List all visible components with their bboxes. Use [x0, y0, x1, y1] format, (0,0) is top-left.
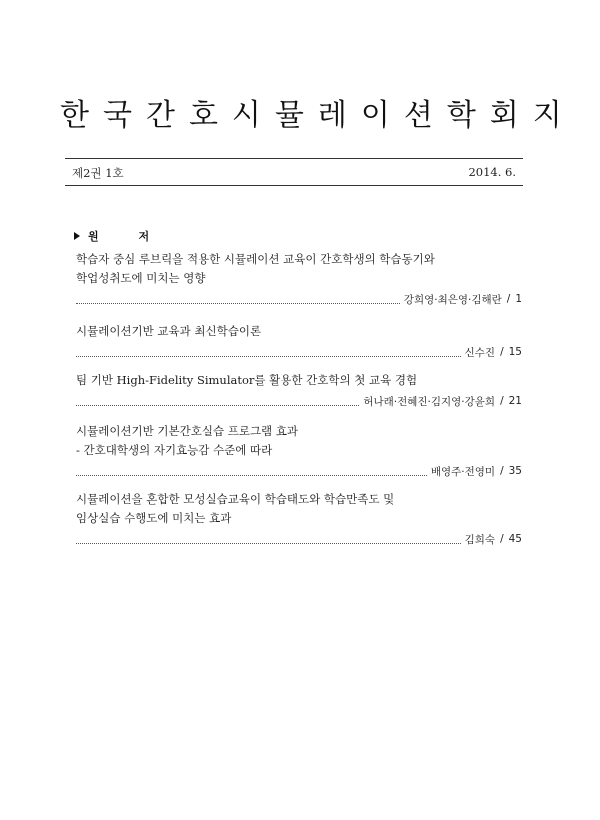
triangle-right-icon [74, 232, 80, 240]
article-page: 15 [508, 346, 522, 358]
toc-entry[interactable] [76, 250, 522, 307]
volume-issue: 제2권 1호 [72, 166, 124, 180]
issue-date: 2014. 6. [468, 165, 516, 179]
separator: / [500, 346, 504, 358]
article-page: 1 [515, 293, 522, 305]
article-page: 45 [508, 533, 522, 545]
dot-leader [76, 348, 461, 357]
article-authors: 신수진 [464, 346, 496, 359]
article-title-line: 시뮬레이션기반 기본간호실습 프로그램 효과 [76, 424, 299, 438]
dot-leader [76, 467, 427, 476]
article-title-line: 팀 기반 High-Fidelity Simulator를 활용한 간호학의 첫 교육 경험 [76, 373, 418, 387]
article-page: 21 [508, 395, 522, 407]
journal-title: 한국간호시뮬레이션학회지 [60, 98, 576, 133]
dot-leader [76, 397, 359, 406]
toc-entry[interactable] [76, 322, 522, 360]
separator: / [500, 533, 504, 545]
article-title-line: 학업성취도에 미치는 영향 [76, 271, 206, 285]
article-byline [76, 463, 522, 479]
toc-entry[interactable] [76, 490, 522, 547]
section-label: 원 저 [88, 230, 168, 243]
article-page: 35 [508, 465, 522, 477]
article-authors: 배영주·전영미 [430, 465, 496, 478]
article-authors: 김희숙 [464, 533, 496, 546]
article-byline [76, 344, 522, 360]
separator: / [500, 465, 504, 477]
article-authors: 강희영·최은영·김해란 [403, 293, 502, 306]
article-title-line: 시뮬레이션을 혼합한 모성실습교육이 학습태도와 학습만족도 및 [76, 492, 395, 506]
header-rule-top [65, 158, 523, 159]
header-rule-bottom [65, 185, 523, 186]
dot-leader [76, 535, 461, 544]
article-byline [76, 291, 522, 307]
article-authors: 허나래·전혜진·김지영·강윤희 [363, 395, 496, 408]
dot-leader [76, 295, 400, 304]
toc-entry[interactable] [76, 422, 522, 479]
article-title-line: - 간호대학생의 자기효능감 수준에 따라 [76, 443, 273, 457]
section-header [74, 228, 167, 244]
toc-entry[interactable] [76, 371, 522, 409]
separator: / [500, 395, 504, 407]
separator: / [506, 293, 511, 305]
article-byline [76, 531, 522, 547]
article-title-line: 임상실습 수행도에 미치는 효과 [76, 511, 232, 525]
article-title-line: 학습자 중심 루브릭을 적용한 시뮬레이션 교육이 간호학생의 학습동기와 [76, 252, 435, 266]
article-byline [76, 393, 522, 409]
article-title-line: 시뮬레이션기반 교육과 최신학습이론 [76, 324, 262, 338]
